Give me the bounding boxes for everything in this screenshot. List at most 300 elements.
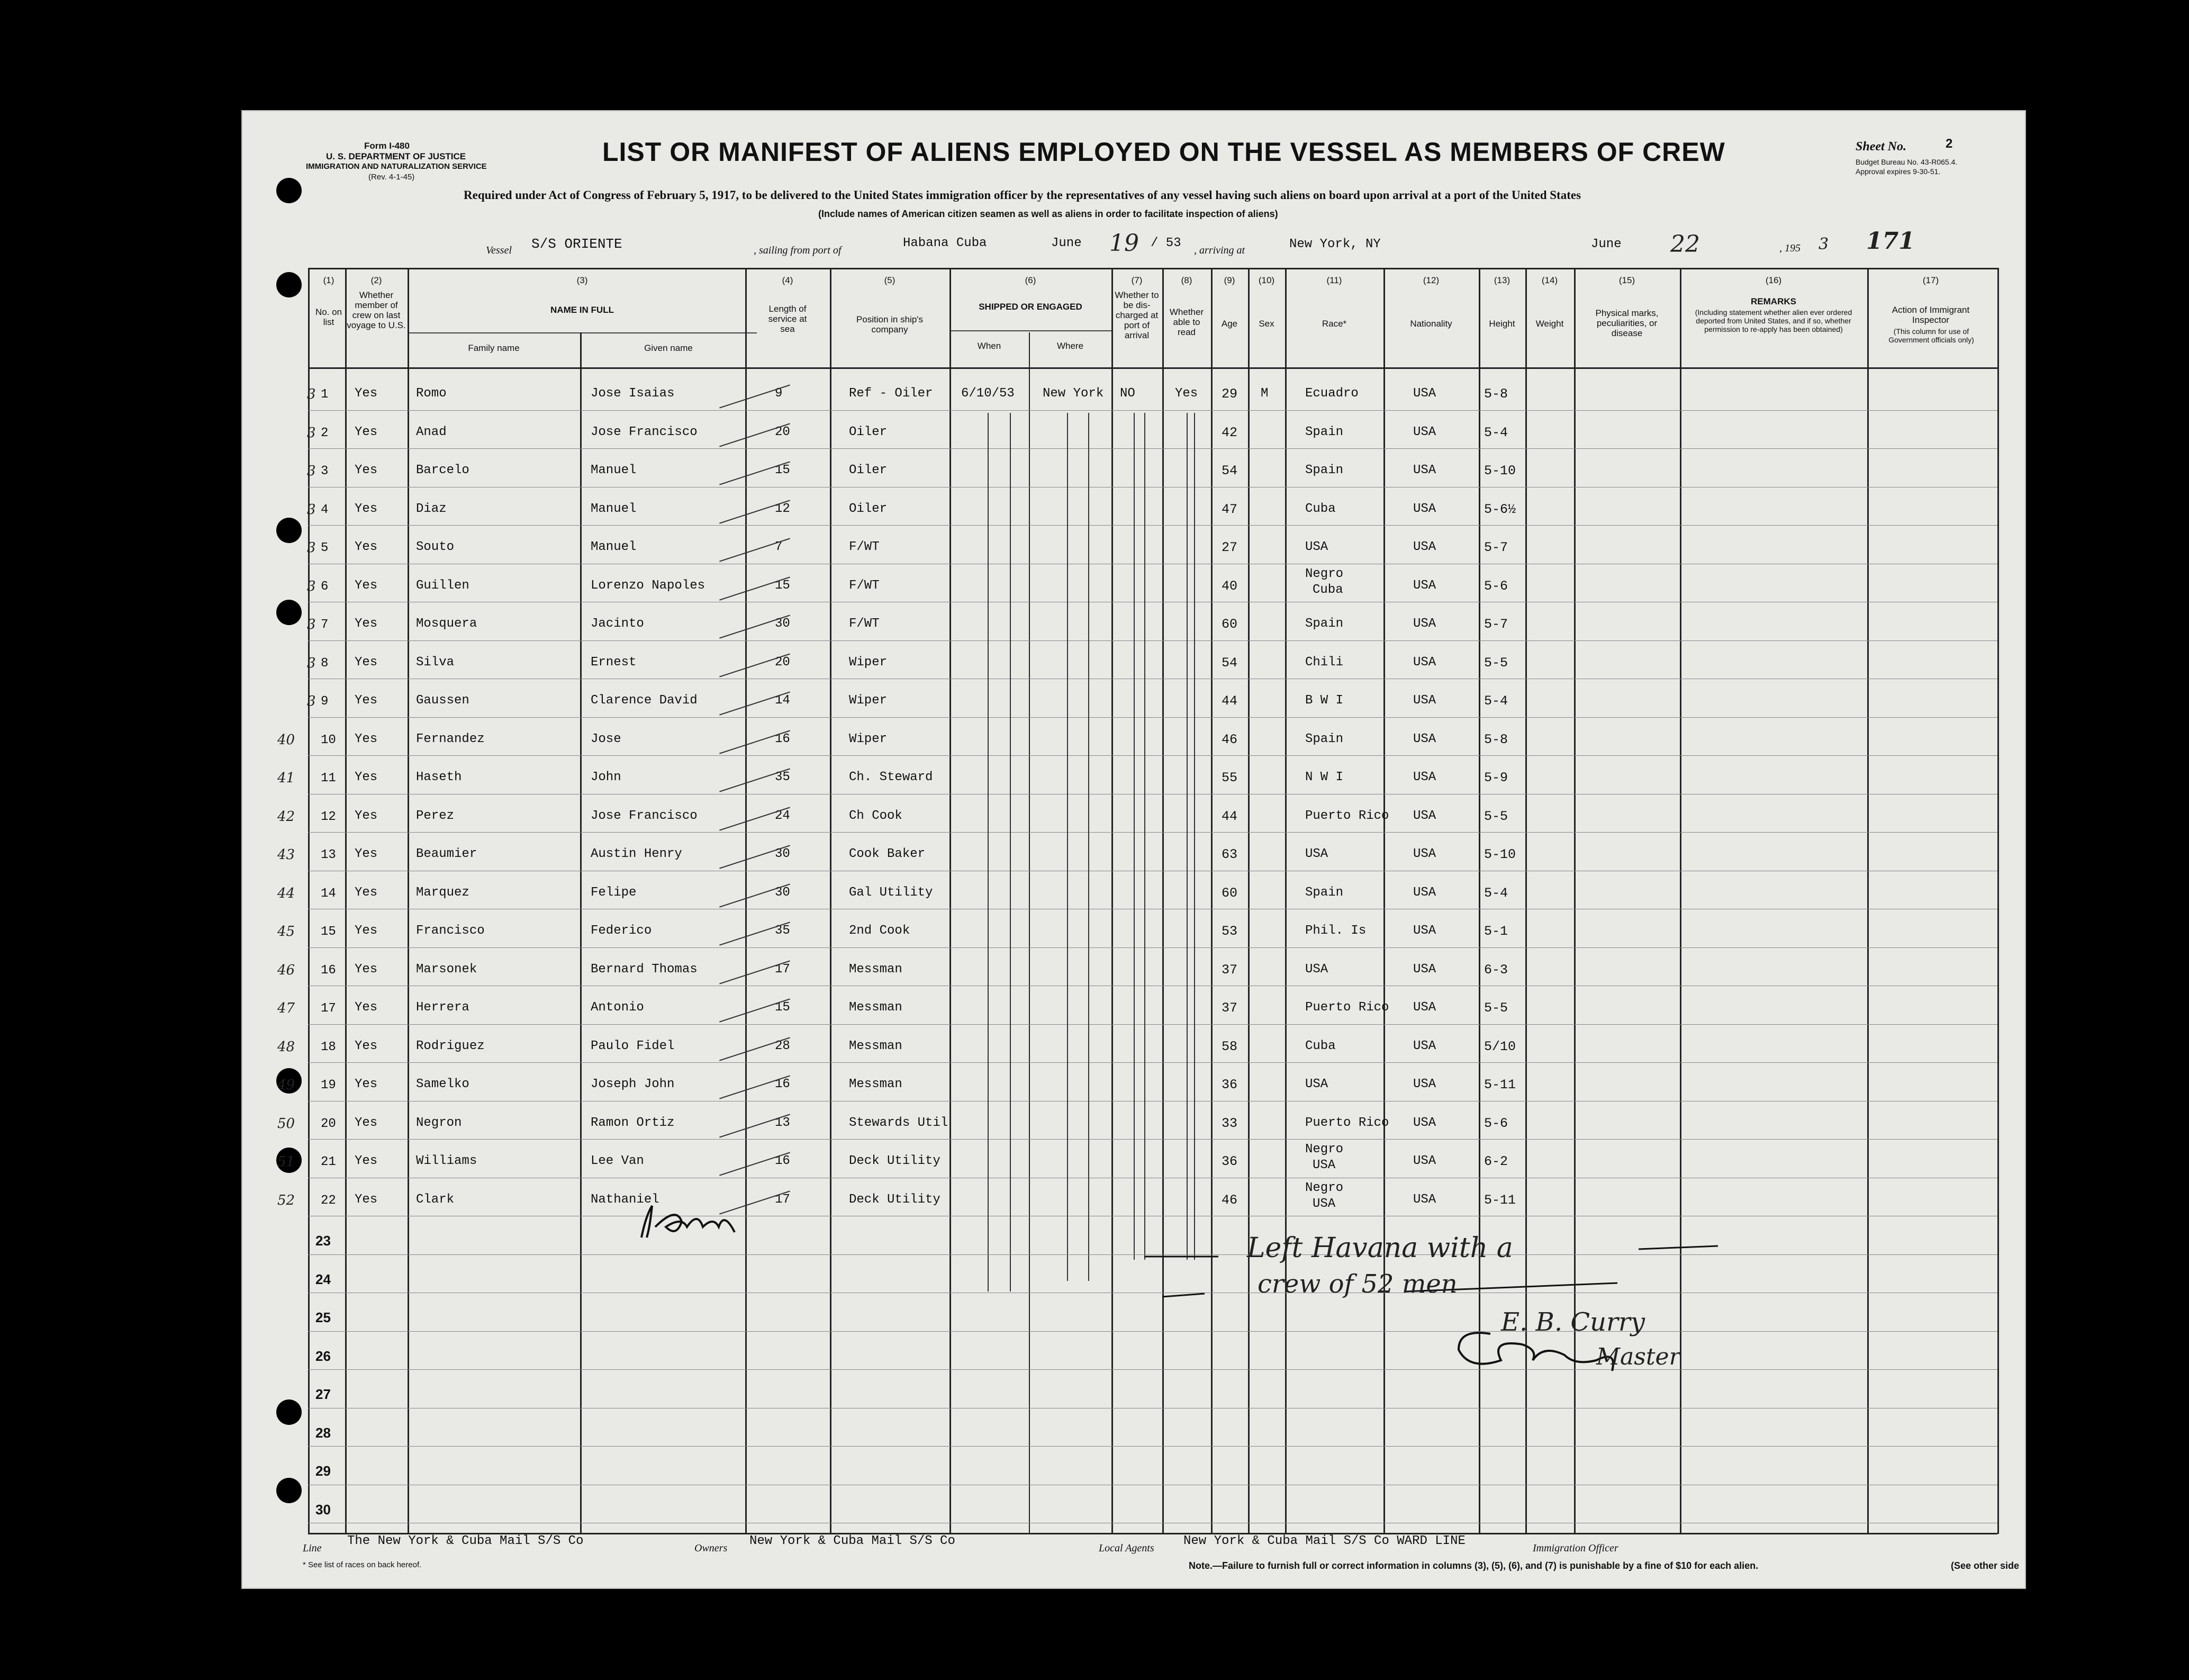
cell-height: 5-1 xyxy=(1484,924,1508,939)
cell-height: 5-6½ xyxy=(1484,501,1516,517)
sailing-year: / 53 xyxy=(1151,236,1181,250)
cell-race: Spain xyxy=(1305,424,1344,439)
cell-height: 6-3 xyxy=(1484,962,1508,978)
row-number-printed: 18 xyxy=(321,1040,336,1054)
footer-agents-value: New York & Cuba Mail S/S Co WARD LINE xyxy=(1183,1534,1466,1548)
cell-family: Gaussen xyxy=(416,693,469,708)
empty-row-number: 27 xyxy=(315,1386,331,1402)
cell-given: Manuel xyxy=(591,501,637,516)
cell-race: Spain xyxy=(1305,885,1344,900)
cell-given: Ernest xyxy=(591,655,637,670)
cell-age: 40 xyxy=(1222,578,1238,594)
cell-race: Puerto Rico xyxy=(1305,808,1389,823)
empty-row-number: 24 xyxy=(315,1271,331,1287)
cell-service: 17 xyxy=(775,962,790,977)
cell-age: 46 xyxy=(1222,731,1238,747)
cell-height: 5-4 xyxy=(1484,424,1508,440)
cell-given: Ramon Ortiz xyxy=(591,1115,675,1130)
cell-race-line-2: Cuba xyxy=(1313,582,1343,597)
cell-race: Spain xyxy=(1305,617,1344,631)
cell-age: 53 xyxy=(1222,924,1238,939)
service: IMMIGRATION AND NATURALIZATION SERVICE xyxy=(306,162,487,171)
cell-race: Cuba xyxy=(1305,1038,1336,1053)
cell-nationality: USA xyxy=(1413,885,1436,900)
cell-service: 7 xyxy=(775,540,783,554)
cell-race: USA xyxy=(1305,962,1328,977)
row-number-handwritten: 41 xyxy=(277,770,295,786)
cell-height: 5-6 xyxy=(1484,1115,1508,1131)
cell-service: 9 xyxy=(775,386,783,401)
cell-height: 5-11 xyxy=(1484,1077,1516,1092)
footer-owners-label: Owners xyxy=(694,1542,728,1554)
col-8-num: (8) xyxy=(1181,275,1192,285)
col-1-label: No. on list xyxy=(315,307,342,327)
cell-height: 5-5 xyxy=(1484,1000,1508,1016)
footer-penalty-note: Note.—Failure to furnish full or correct information in columns (3), (5), (6), and (7) is punishable by a fine of $10 for each alien. xyxy=(1189,1560,1759,1571)
handwriting-strokes xyxy=(241,110,2026,1589)
cell-service: 20 xyxy=(775,655,790,670)
cell-height: 5-5 xyxy=(1484,808,1508,824)
cell-given: Jose Isaias xyxy=(591,386,675,401)
cell-age: 47 xyxy=(1222,501,1238,517)
cell-height: 5-10 xyxy=(1484,463,1516,478)
cell-disch: NO xyxy=(1120,386,1135,401)
manifest-sheet xyxy=(241,110,2026,1589)
cell-family: Herrera xyxy=(416,1000,469,1015)
cell-given: Jose Francisco xyxy=(591,424,698,439)
captain-title: Master xyxy=(1596,1343,1680,1370)
cell-position: 2nd Cook xyxy=(849,924,910,938)
cell-position: Gal Utility xyxy=(849,885,933,900)
cell-given: Jose xyxy=(591,731,621,746)
cell-position: Messman xyxy=(849,1000,902,1015)
vessel-name: S/S ORIENTE xyxy=(531,236,622,252)
cell-service: 15 xyxy=(775,578,790,593)
cell-nationality: USA xyxy=(1413,770,1436,784)
budget-line-2: Approval expires 9-30-51. xyxy=(1856,167,1941,176)
cell-race: B W I xyxy=(1305,693,1344,708)
cell-age: 60 xyxy=(1222,617,1238,632)
cell-service: 14 xyxy=(775,693,790,708)
row-number-printed: 20 xyxy=(321,1116,336,1131)
cell-height: 5-8 xyxy=(1484,386,1508,402)
sailing-day: 19 xyxy=(1109,230,1139,257)
row-number-printed: 22 xyxy=(321,1193,336,1208)
cell-position: F/WT xyxy=(849,617,880,631)
form-number: Form I-480 xyxy=(364,141,410,151)
cell-nationality: USA xyxy=(1413,1115,1436,1130)
arrival-day: 22 xyxy=(1670,231,1700,258)
cell-last: Yes xyxy=(355,1192,378,1207)
col-6-when: When xyxy=(977,341,1001,351)
cell-given: Austin Henry xyxy=(591,847,682,861)
cell-last: Yes xyxy=(355,885,378,900)
cell-nationality: USA xyxy=(1413,1154,1436,1168)
cell-family: Souto xyxy=(416,540,455,554)
row-number-handwritten: 46 xyxy=(277,962,295,978)
arriving-label: , arriving at xyxy=(1194,245,1245,256)
col-13-label: Height xyxy=(1489,319,1515,329)
cell-position: Oiler xyxy=(849,501,888,516)
cell-position: Wiper xyxy=(849,693,888,708)
col-9-label: Age xyxy=(1221,319,1238,329)
cell-given: Federico xyxy=(591,924,652,938)
cell-service: 15 xyxy=(775,1000,790,1015)
sailing-port: Habana Cuba xyxy=(903,236,987,250)
cell-nationality: USA xyxy=(1413,655,1436,670)
cell-last: Yes xyxy=(355,578,378,593)
cell-service: 28 xyxy=(775,1038,790,1053)
cell-race: Spain xyxy=(1305,731,1344,746)
cell-position: F/WT xyxy=(849,578,880,593)
col-11-num: (11) xyxy=(1326,275,1342,285)
cell-last: Yes xyxy=(355,655,378,670)
cell-nationality: USA xyxy=(1413,962,1436,977)
col-12-num: (12) xyxy=(1423,275,1440,285)
cell-last: Yes xyxy=(355,924,378,938)
cell-age: 60 xyxy=(1222,885,1238,901)
cell-position: Oiler xyxy=(849,424,888,439)
cell-height: 5-8 xyxy=(1484,731,1508,747)
cell-last: Yes xyxy=(355,501,378,516)
row-number-printed: 1 xyxy=(321,387,329,402)
cell-nationality: USA xyxy=(1413,578,1436,593)
form-revision: (Rev. 4-1-45) xyxy=(368,173,415,182)
cell-nationality: USA xyxy=(1413,540,1436,554)
row-number-handwritten: 42 xyxy=(277,808,295,825)
cell-service: 12 xyxy=(775,501,790,516)
col-7-num: (7) xyxy=(1131,275,1143,285)
cell-race: Spain xyxy=(1305,463,1344,477)
col-12-label: Nationality xyxy=(1410,319,1452,329)
cell-given: Clarence David xyxy=(591,693,698,708)
cell-sex: M xyxy=(1261,386,1269,401)
col-3-given: Given name xyxy=(644,343,693,353)
cell-age: 63 xyxy=(1222,847,1238,862)
cell-position: Cook Baker xyxy=(849,847,926,861)
stamp-number: 171 xyxy=(1866,228,1915,255)
captain-signature: E. B. Curry xyxy=(1501,1307,1645,1337)
cell-nationality: USA xyxy=(1413,731,1436,746)
row-number-handwritten: 40 xyxy=(277,731,295,748)
col-3-label: NAME IN FULL xyxy=(550,305,614,315)
col-17-label: Action of Immigrant Inspector xyxy=(1892,305,1970,325)
cell-race: Puerto Rico xyxy=(1305,1115,1389,1130)
footer-owners-value: New York & Cuba Mail S/S Co xyxy=(749,1534,955,1548)
col-10-num: (10) xyxy=(1258,275,1275,285)
row-number-handwritten: 47 xyxy=(277,1000,295,1016)
cell-service: 30 xyxy=(775,617,790,631)
empty-row-number: 30 xyxy=(315,1501,331,1518)
col-10-label: Sex xyxy=(1259,319,1274,329)
cell-family: Williams xyxy=(416,1154,477,1168)
cell-age: 27 xyxy=(1222,540,1238,555)
row-number-handwritten: 49 xyxy=(277,1077,295,1093)
cell-position: Oiler xyxy=(849,463,888,477)
cell-last: Yes xyxy=(355,424,378,439)
cell-height: 6-2 xyxy=(1484,1154,1508,1169)
cell-service: 16 xyxy=(775,731,790,746)
cell-family: Anad xyxy=(416,424,447,439)
cell-family: Samelko xyxy=(416,1077,469,1091)
col-2-label: Whether member of crew on last voyage to U.S. xyxy=(347,290,406,330)
col-15-num: (15) xyxy=(1618,275,1635,285)
cell-service: 17 xyxy=(775,1192,790,1207)
cell-age: 55 xyxy=(1222,770,1238,785)
cell-family: Marsonek xyxy=(416,962,477,977)
cell-race: USA xyxy=(1305,540,1328,554)
cell-race: USA xyxy=(1305,847,1328,861)
cell-service: 15 xyxy=(775,463,790,477)
footer-agents-label: Local Agents xyxy=(1099,1542,1154,1554)
cell-family: Fernandez xyxy=(416,731,485,746)
cell-race-line-2: USA xyxy=(1313,1196,1336,1211)
col-14-label: Weight xyxy=(1535,319,1564,329)
cell-family: Mosquera xyxy=(416,617,477,631)
cell-height: 5-9 xyxy=(1484,770,1508,785)
cell-last: Yes xyxy=(355,962,378,977)
cell-nationality: USA xyxy=(1413,424,1436,439)
cell-family: Haseth xyxy=(416,770,462,784)
cell-age: 44 xyxy=(1222,693,1238,709)
cell-last: Yes xyxy=(355,770,378,784)
cell-age: 42 xyxy=(1222,424,1238,440)
cell-position: Wiper xyxy=(849,655,888,670)
col-4-num: (4) xyxy=(782,275,793,285)
cell-age: 54 xyxy=(1222,655,1238,671)
vessel-label: Vessel xyxy=(486,245,512,256)
col-5-num: (5) xyxy=(884,275,896,285)
cell-age: 58 xyxy=(1222,1038,1238,1054)
cell-family: Francisco xyxy=(416,924,485,938)
handwritten-note-line-2: crew of 52 men xyxy=(1258,1269,1458,1299)
cell-age: 44 xyxy=(1222,808,1238,824)
cell-last: Yes xyxy=(355,693,378,708)
col-13-num: (13) xyxy=(1494,275,1510,285)
footer-see-other: (See other side xyxy=(1951,1560,2020,1571)
cell-service: 30 xyxy=(775,885,790,900)
cell-given: Jose Francisco xyxy=(591,808,698,823)
cell-nationality: USA xyxy=(1413,1192,1436,1207)
cell-race: Puerto Rico xyxy=(1305,1000,1389,1015)
row-number-handwritten: 3 xyxy=(307,693,316,709)
cell-height: 5-4 xyxy=(1484,885,1508,901)
cell-age: 54 xyxy=(1222,463,1238,478)
cell-nationality: USA xyxy=(1413,501,1436,516)
cell-nationality: USA xyxy=(1413,847,1436,861)
cell-position: Messman xyxy=(849,1038,902,1053)
row-number-printed: 13 xyxy=(321,848,336,862)
cell-race: Phil. Is xyxy=(1305,924,1367,938)
cell-nationality: USA xyxy=(1413,808,1436,823)
col-16-num: (16) xyxy=(1765,275,1782,285)
row-number-handwritten: 3 xyxy=(307,424,316,441)
row-number-handwritten: 43 xyxy=(277,847,295,863)
cell-height: 5/10 xyxy=(1484,1038,1516,1054)
cell-age: 46 xyxy=(1222,1192,1238,1208)
row-number-printed: 5 xyxy=(321,541,329,555)
col-6-label: SHIPPED OR ENGAGED xyxy=(979,302,1082,312)
cell-given: Jacinto xyxy=(591,617,644,631)
cell-service: 13 xyxy=(775,1115,790,1130)
empty-row-number: 28 xyxy=(315,1424,331,1441)
sailing-label: , sailing from port of xyxy=(754,245,842,256)
cell-given: Lee Van xyxy=(591,1154,644,1168)
cell-position: Deck Utility xyxy=(849,1154,940,1168)
cell-given: Nathaniel xyxy=(591,1192,659,1207)
cell-age: 33 xyxy=(1222,1115,1238,1131)
row-number-printed: 8 xyxy=(321,656,329,671)
empty-row-number: 26 xyxy=(315,1348,331,1364)
cell-service: 20 xyxy=(775,424,790,439)
cell-given: Joseph John xyxy=(591,1077,675,1091)
cell-where: New York xyxy=(1043,386,1104,401)
cell-last: Yes xyxy=(355,386,378,401)
cell-age: 36 xyxy=(1222,1154,1238,1169)
cell-given: John xyxy=(591,770,621,784)
cell-nationality: USA xyxy=(1413,693,1436,708)
cell-position: Messman xyxy=(849,1077,902,1091)
cell-family: Rodriguez xyxy=(416,1038,485,1053)
empty-row-number: 29 xyxy=(315,1463,331,1479)
cell-last: Yes xyxy=(355,617,378,631)
cell-given: Paulo Fidel xyxy=(591,1038,675,1053)
cell-height: 5-11 xyxy=(1484,1192,1516,1208)
row-number-printed: 12 xyxy=(321,809,336,824)
cell-given: Manuel xyxy=(591,540,637,554)
sheet-label: Sheet No. xyxy=(1856,140,1906,153)
col-17-subtext: (This column for use of Government officials only) xyxy=(1888,327,1974,344)
cell-height: 5-10 xyxy=(1484,847,1516,862)
cell-position: Ch Cook xyxy=(849,808,902,823)
row-number-handwritten: 50 xyxy=(277,1115,295,1132)
col-16-label: REMARKS xyxy=(1751,296,1796,306)
row-number-handwritten: 3 xyxy=(307,386,316,402)
arrival-port: New York, NY xyxy=(1289,237,1381,251)
arrival-year-digit: 3 xyxy=(1819,235,1829,254)
cell-family: Silva xyxy=(416,655,455,670)
col-4-label: Length of service at sea xyxy=(768,304,807,334)
cell-race: Ecuadro xyxy=(1305,386,1359,401)
cell-age: 37 xyxy=(1222,962,1238,978)
row-number-printed: 17 xyxy=(321,1001,336,1016)
cell-race: Negro xyxy=(1305,566,1344,581)
cell-position: Wiper xyxy=(849,731,888,746)
handwritten-note-line-1: Left Havana with a xyxy=(1247,1232,1513,1264)
empty-row-number: 23 xyxy=(315,1233,331,1249)
cell-service: 24 xyxy=(775,808,790,823)
row-number-printed: 6 xyxy=(321,579,329,594)
cell-family: Romo xyxy=(416,386,447,401)
cell-position: Ref - Oiler xyxy=(849,386,933,401)
row-number-handwritten: 3 xyxy=(307,655,316,671)
row-number-printed: 3 xyxy=(321,464,329,478)
budget-line-1: Budget Bureau No. 43-R065.4. xyxy=(1856,158,1958,166)
col-6-where: Where xyxy=(1056,341,1084,351)
col-3-num: (3) xyxy=(576,275,588,285)
row-number-handwritten: 3 xyxy=(307,501,316,518)
cell-age: 37 xyxy=(1222,1000,1238,1016)
cell-height: 5-7 xyxy=(1484,617,1508,632)
cell-family: Diaz xyxy=(416,501,447,516)
sailing-month: June xyxy=(1051,236,1082,250)
col-1-num: (1) xyxy=(323,275,334,285)
cell-family: Marquez xyxy=(416,885,469,900)
row-number-handwritten: 51 xyxy=(277,1154,295,1170)
cell-last: Yes xyxy=(355,540,378,554)
cell-given: Bernard Thomas xyxy=(591,962,698,977)
col-6-num: (6) xyxy=(1025,275,1036,285)
row-number-handwritten: 3 xyxy=(307,578,316,594)
row-number-printed: 16 xyxy=(321,963,336,978)
cell-nationality: USA xyxy=(1413,1000,1436,1015)
cell-position: Deck Utility xyxy=(849,1192,940,1207)
col-2-num: (2) xyxy=(370,275,382,285)
row-number-handwritten: 3 xyxy=(307,540,316,556)
row-number-handwritten: 3 xyxy=(307,617,316,633)
cell-family: Guillen xyxy=(416,578,469,593)
cell-family: Clark xyxy=(416,1192,455,1207)
initials-scribble xyxy=(641,1206,735,1238)
empty-row-number: 25 xyxy=(315,1309,331,1325)
cell-service: 35 xyxy=(775,770,790,784)
cell-nationality: USA xyxy=(1413,1077,1436,1091)
cell-height: 5-4 xyxy=(1484,693,1508,709)
department: U. S. DEPARTMENT OF JUSTICE xyxy=(326,151,466,161)
cell-nationality: USA xyxy=(1413,463,1436,477)
cell-position: F/WT xyxy=(849,540,880,554)
cell-service: 35 xyxy=(775,924,790,938)
col-16-subtext: (Including statement whether alien ever ordered deported from United States, and if so, whether permission to re-apply has been obtained) xyxy=(1695,308,1852,333)
cell-given: Felipe xyxy=(591,885,637,900)
footer-line-label: Line xyxy=(303,1542,322,1554)
row-number-handwritten: 3 xyxy=(307,463,316,479)
cell-last: Yes xyxy=(355,1077,378,1091)
cell-last: Yes xyxy=(355,463,378,477)
cell-family: Perez xyxy=(416,808,455,823)
page-title: LIST OR MANIFEST OF ALIENS EMPLOYED ON THE VESSEL AS MEMBERS OF CREW xyxy=(602,137,1725,167)
cell-nationality: USA xyxy=(1413,617,1436,631)
col-14-num: (14) xyxy=(1541,275,1558,285)
row-number-handwritten: 45 xyxy=(277,924,295,940)
cell-position: Ch. Steward xyxy=(849,770,933,784)
cell-last: Yes xyxy=(355,731,378,746)
cell-nationality: USA xyxy=(1413,386,1436,401)
row-number-printed: 2 xyxy=(321,426,329,440)
row-number-handwritten: 52 xyxy=(277,1192,295,1208)
cell-age: 29 xyxy=(1222,386,1238,402)
cell-last: Yes xyxy=(355,847,378,861)
row-number-printed: 21 xyxy=(321,1155,336,1169)
cell-last: Yes xyxy=(355,1000,378,1015)
cell-race: Chili xyxy=(1305,655,1344,670)
row-number-printed: 10 xyxy=(321,733,336,747)
col-11-label: Race* xyxy=(1322,319,1347,329)
cell-when: 6/10/53 xyxy=(961,386,1015,401)
col-15-label: Physical marks, peculiarities, or disease xyxy=(1595,308,1659,338)
arrival-month: June xyxy=(1591,237,1622,251)
col-3-family: Family name xyxy=(468,343,520,353)
cell-height: 5-6 xyxy=(1484,578,1508,594)
row-number-printed: 11 xyxy=(321,771,336,785)
cell-last: Yes xyxy=(355,808,378,823)
row-number-handwritten: 44 xyxy=(277,885,295,901)
row-number-printed: 9 xyxy=(321,694,329,709)
cell-race: Cuba xyxy=(1305,501,1336,516)
cell-given: Lorenzo Napoles xyxy=(591,578,705,593)
cell-position: Stewards Util xyxy=(849,1115,948,1130)
signature-flourish xyxy=(1459,1333,1613,1371)
